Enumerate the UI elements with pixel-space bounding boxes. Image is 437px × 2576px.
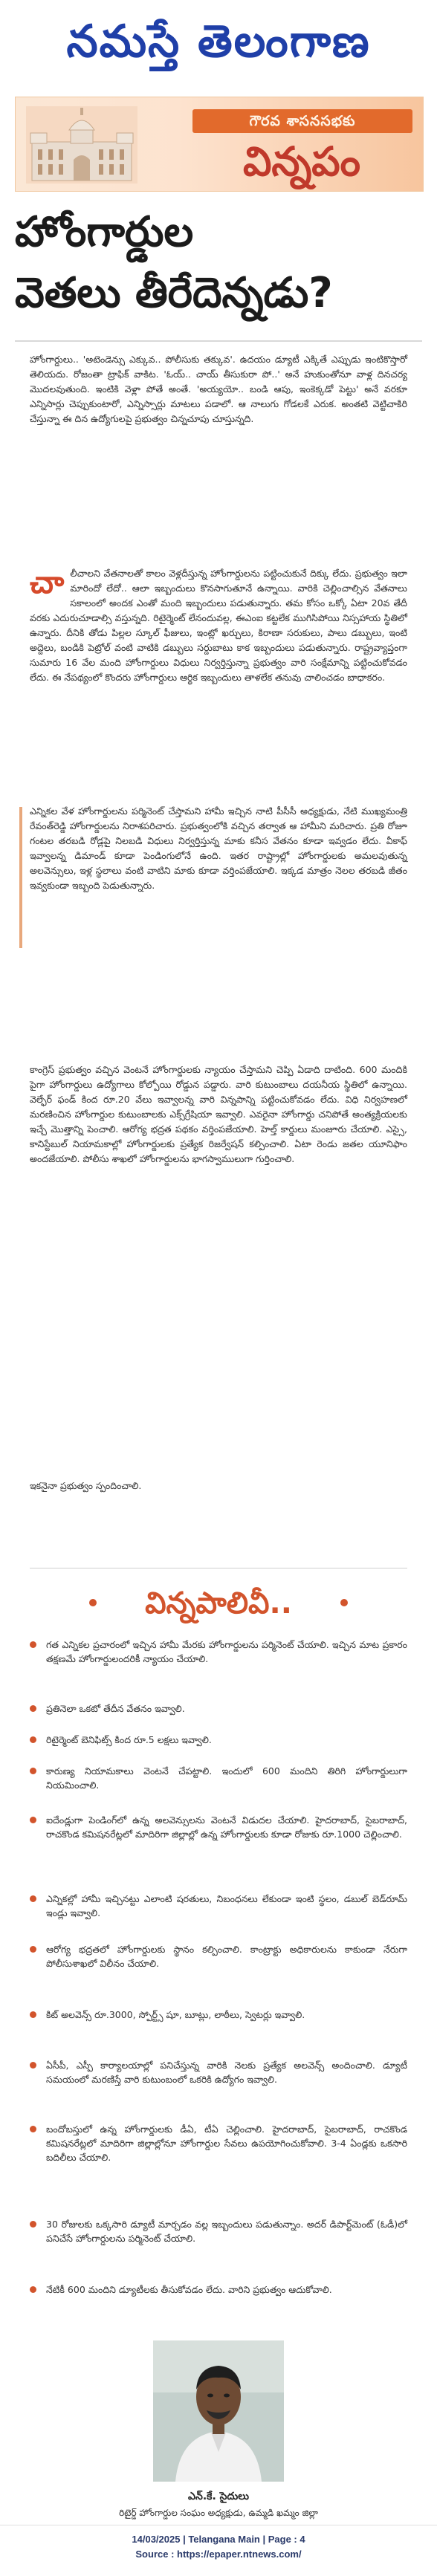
bullet-icon [30,1946,36,1953]
demand-item [30,1764,407,1792]
bullet-icon [30,1705,36,1712]
demand-item [30,1942,407,1970]
demand-item [30,2058,407,2086]
demand-text: బందోబస్తులో ఉన్న హోంగార్డులకు డీఏ, టీఏ చెల్లించాలి. హైదరాబాద్, సైబరాబాద్, రాచకొండ కమిషనరేట్లలో మాదిరిగా జిల్లాల్లోనూ హోంగార్డుల సేవలు ఉపయోగించుకోవాలి. 3-4 ఏండ్లకు ఒకసారి బదిలీలు చేయాలి. [46,2124,407,2163]
demand-text: 30 రోజులకు ఒక్కసారి డ్యూటీ మార్చడం వల్ల ఇబ్బందులు పడుతున్నాం. అదర్ డిపార్ట్‌మెంట్ (ఓడీ)లో పనిచేసే హోంగార్డులను పర్మినెంట్ చేయాలి. [46,2219,407,2244]
demand-text: ఏసీపీ, ఎస్పీ కార్యాలయాల్లో పనిచేస్తున్న వారికి నెలకు ప్రత్యేక అలవెన్స్ అందించాలి. డ్యూటీ సమయంలో మరణిస్తే వారి కుటుంబంలో ఒకరికి ఉద్యోగం ఇవ్వాలి. [46,2060,407,2085]
footer-edition-info: 14/03/2025 | Telangana Main | Page : 4 [132,2534,305,2545]
demand-item [30,1733,407,1747]
bullet-icon [30,2221,36,2228]
demand-text: ఐదేండ్లుగా పెండింగ్‌లో ఉన్న అలవెన్సులను వెంటనే విడుదల చేయాలి. హైదరాబాద్, సైబరాబాద్, రాచకొండ కమిషనరేట్లలో మాదిరిగా జిల్లాల్లో ఉన్న హోంగార్డులకు కూడా రోజుకు రూ.1000 చెల్లించాలి. [46,1814,407,1840]
banner-title: విన్నపం [242,137,361,185]
bullet-icon [30,1768,36,1774]
article-paragraph-2-text: లీచాలని వేతనాలతో కాలం వెళ్లదీస్తున్న హోంగార్డులను పట్టించుకునే దిక్కు లేదు. ప్రభుత్వం ఇలా మారిందో లేదో.. ఆలా ఇబ్బందులు కొనసాగుతూనే ఉన్నాయి. వారికి చెల్లించాల్సిన వేతనాలు సకాలంలో అందక ఎంతో మంది ఇబ్బందులు పడుతున్నారు. తమ కోసం ఒక్కో ఏటా 20వ తేదీ వరకు ఎదురుచూడాల్సి వస్తున్నది. రిటైర్మెంట్ లేనందువల్ల, ఈఎంఐ కట్టలేక ముగిసిపోయి నిస్సహాయ స్థితిలో ఉన్నారు. దీనికి తోడు పిల్లల స్కూల్ ఫీజులు, ఇంట్లో ఖర్చులు, కిరాణా సరుకులు, పాలు డబ్బులు, ఇంటి అద్దెలు, బండికి పెట్రోల్ వంటి వాటికి డబ్బులు సర్దుబాటు కాక ఇబ్బందులు పడుతున్నారు. రాష్ట్రవ్యాప్తంగా సుమారు 16 వేల మంది హోంగార్డులు విధులు నిర్వర్తిస్తున్నా ప్రభుత్వం వారి సంక్షేమాన్ని పట్టించుకోవడం లేదు. ఈ నేపథ్యంలో కొందరు హోంగార్డులు ఆర్థిక ఇబ్బందులు తాళలేక తనువు చాలించడం బాధాకరం. [30,568,407,683]
demand-item [30,1701,407,1716]
bullet-icon [30,2011,36,2018]
demand-item [30,2283,407,2297]
article-signoff: ఇకనైనా ప్రభుత్వం స్పందించాలి. [30,1480,142,1491]
bullet-icon [30,1817,36,1823]
demand-item [30,1638,407,1666]
bullet-icon [30,2062,36,2069]
demand-text: రిటైర్మెంట్ బెనిఫిట్స్ కింద రూ.5 లక్షలు ఇవ్వాలి. [46,1734,212,1745]
headline-line-1: హోంగార్డుల [15,208,194,256]
article-paragraph-3: ఎన్నికల వేళ హోంగార్డులను పర్మినెంట్ చేస్తామని హామీ ఇచ్చిన నాటి పీసీసీ అధ్యక్షుడు, నేటి ముఖ్యమంత్రి రేవంత్‌రెడ్డి హోంగార్డులను నిరాశపరిచారు. ప్రభుత్వంలోకి వచ్చిన తర్వాత ఆ హామీని మరిచారు. ప్రతి రోజూ గంటల తరబడి రోడ్లపై నిలబడి విధులు నిర్వర్తిస్తున్న మాకు కనీస వేతనం కూడా ఇవ్వడం లేదు. వీకాఫ్ ఇవ్వాలన్న డిమాండ్ కూడా పెండింగులోనే ఉంది. ఇతర రాష్ట్రాల్లో హోంగార్డులకు అమలవుతున్న అలవెన్సులు, ఇళ్ల స్థలాలు వంటి వాటిని మాకు కూడా వర్తింపజేయాలి. ఇక్కడ మాత్రం నెలల తరబడి జీతం ఇవ్వకుండా ఇబ్బంది పెడుతున్నారు. [30,805,407,891]
headline-divider [15,340,422,342]
bullet-icon [30,2286,36,2293]
demand-text: గత ఎన్నికల ప్రచారంలో ఇచ్చిన హామీ మేరకు హోంగార్డులను పర్మినెంట్ చేయాలి. ఇచ్చిన మాట ప్రకారం తక్షణమే హోంగార్డులందరికీ న్యాయం చేయాలి. [46,1639,407,1664]
demand-text: కిట్ అలవెన్స్ రూ.3000, స్పోర్ట్స్ షూ, బూట్లు, లాఠీలు, స్వెటర్లు ఇవ్వాలి. [46,2009,305,2020]
demand-item [30,1892,407,1920]
column-banner [15,97,424,192]
demand-text: ఎన్నికల్లో హామీ ఇచ్చినట్టు ఎలాంటి షరతులు, నిబంధనలు లేకుండా ఇంటి స్థలం, డబుల్ బెడ్‌రూమ్ ఇండ్లు ఇవ్వాలి. [46,1893,407,1918]
demands-section-title: విన్నపాలివీ.. [145,1586,292,1620]
article-paragraph-4: కాంగ్రెస్ ప్రభుత్వం వచ్చిన వెంటనే హోంగార్డులకు న్యాయం చేస్తామని చెప్పి ఏడాది దాటింది. 600 మందికి పైగా హోంగార్డులు ఉద్యోగాలు కోల్పోయి రోడ్డున పడ్డారు. వారి కుటుంబాలు దయనీయ స్థితిలో ఉన్నాయి. వెల్ఫేర్ ఫండ్ కింద రూ.20 వేలు ఇవ్వాలన్న వారి విన్నపాన్ని పట్టించుకోవడం లేదు. విధి నిర్వహణలో మరణించిన హోంగార్డుల కుటుంబాలకు ఎక్స్‌గ్రేషియా ఇవ్వాలి. ఎవరైనా హోంగార్డు చనిపోతే అంత్యక్రియలకు ఇచ్చే మొత్తాన్ని పెంచాలి. ఆరోగ్య భద్రత పథకం వర్తింపజేయాలి. హెల్త్ కార్డులు మంజూరు చేయాలి. ఎస్సై, కానిస్టేబుల్ నియామకాల్లో హోంగార్డులకు ప్రత్యేక రిజర్వేషన్ కల్పించాలి. ఏటా రెండు జతల యూనిఫాం అందజేయాలి. పోలీసు శాఖలో హోంగార్డులను భాగస్వాములుగా గుర్తించాలి. [30,1064,407,1164]
headline-line-2: వెతలు తీరేదెన్నడు? [15,269,333,317]
footer-source: Source : https://epaper.ntnews.com/ [135,2549,302,2560]
demand-item [30,2122,407,2164]
demand-text: నేటికీ 600 మందిని డ్యూటీలకు తీసుకోవడం లేదు. వారిని ప్రభుత్వం ఆదుకోవాలి. [46,2284,332,2295]
article-paragraph-2 [30,566,407,789]
banner-kicker: గౌరవ శాసనసభకు [249,113,356,129]
section-title-dot-right [340,1599,348,1606]
bullet-icon [30,1895,36,1902]
demand-text: ఆరోగ్య భద్రతలో హోంగార్డులకు స్థానం కల్పించాలి. కాంట్రాక్టు అధికారులను కాకుండా నేరుగా పోలీసుశాఖలో విలీనం చేయాలి. [46,1944,407,1969]
drop-cap: చా [30,564,65,600]
demand-text: ప్రతినెలా ఒకటో తేదీన వేతనం ఇవ్వాలి. [46,1703,185,1714]
bullet-icon [30,1736,36,1743]
article-paragraph-1: హోంగార్డులు.. 'అటెండెన్సు ఎక్కువ.. పోలీసుకు తక్కువ'. ఉదయం డ్యూటీ ఎక్కితే ఎప్పుడు ఇంటికొస్తారో తెలియదు. రోజంతా ట్రాఫిక్ వాకిట. 'ఓయ్.. చాయ్ తీసుకురా పో..' అనే హుకుంతోనూ వాళ్ల దినచర్య మొదలవుతుంది. ఇంటికి వెళ్లా పోతే అంతే. 'అయ్యయో.. బండి ఆపు, ఇంకెక్కడో పెట్టు' అనే వరకూ ఎన్నిసార్లు చెప్పుకుంటారో, ఎన్నిస్సార్లు మాటలు పడాలో. ఆ నాలుగు గోడలకే ఎరుక. అంతటి వెట్టిచాకిరి చేస్తున్నా ఈ దిన ఉద్యోగులపై ప్రభుత్వం చిన్నచూపు చూస్తున్నది. [30,354,407,424]
assembly-building-image [26,106,137,184]
author-role: రిటైర్డ్ హోంగార్డుల సంఘం అధ్యక్షుడు, ఉమ్మడి ఖమ్మం జిల్లా [119,2508,318,2518]
demand-item [30,2008,407,2022]
quote-accent-bar [19,807,22,948]
author-name: ఎన్.కే. సైదులు [188,2491,249,2502]
masthead [0,6,437,80]
demand-text: కారుణ్య నియామకాలు వెంటనే చేపట్టాలి. ఇందులో 600 మందిని తిరిగి హోంగార్డులుగా నియమించాలి. [46,1765,407,1791]
newspaper-title: నమస్తే తెలంగాణ [66,16,371,68]
demand-item [30,1813,407,1841]
demand-item [30,2217,407,2245]
bullet-icon [30,1641,36,1648]
article-headline [15,202,422,333]
bullet-icon [30,2126,36,2132]
author-photo [153,2340,284,2482]
